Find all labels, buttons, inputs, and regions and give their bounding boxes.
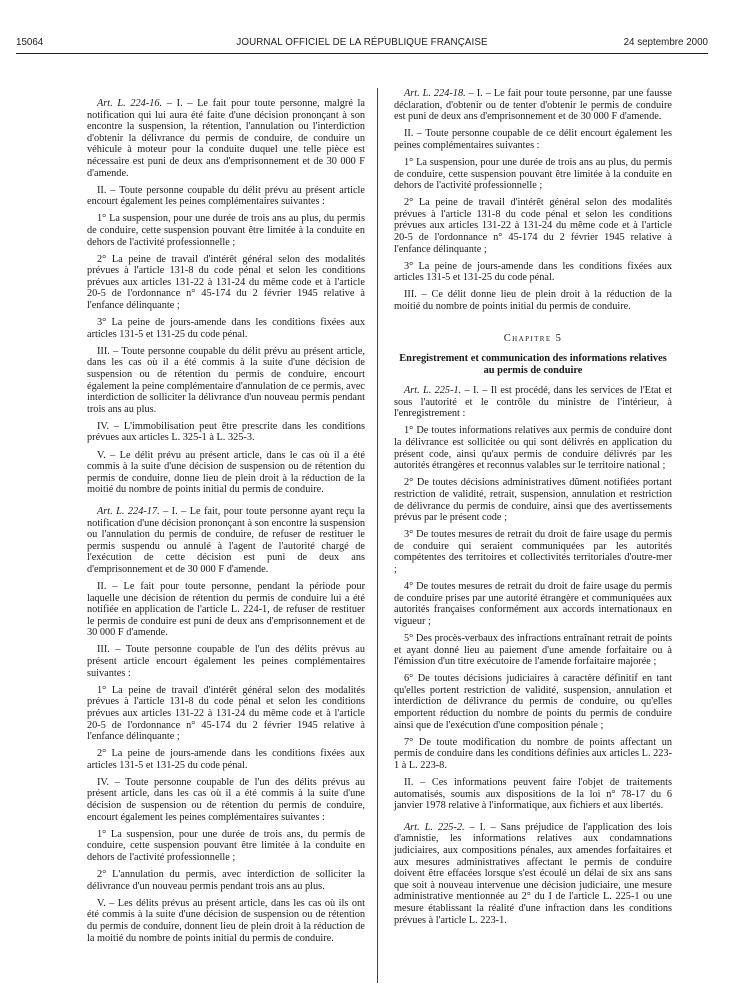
page-header (16, 37, 708, 53)
paragraph: II. – Toute personne coupable du délit prévu au présent article encourt également les peines complémentaires suivantes : (87, 184, 365, 208)
article-paragraph (87, 506, 365, 576)
paragraph: IV. – L'immobilisation peut être prescrite dans les conditions prévues aux articles L. 325-1 à L. 325-3. (87, 420, 365, 444)
paragraph: 1° La suspension, pour une durée de trois ans, du permis de conduire, cette suspension pouvant être limitée à la conduite en dehors de l'activité professionnelle ; (87, 828, 365, 863)
article-text: – I. – Le fait pour toute personne, malgré la notification qui lui aura été faite d'une décision prononçant à son encontre la suspension, la rétention, l'annulation ou l'interdiction d'obtenir la délivrance du permis de conduire, de conduire un véhicule à moteur pour la conduite duquel une telle pièce est nécessaire est puni de deux ans d'emprisonnement et de 30 000 F d'amende. (87, 98, 365, 179)
chapter-label: Chapitre 5 (503, 332, 563, 344)
paragraph: III. – Toute personne coupable de l'un des délits prévus au présent article encourt également les peines complémentaires suivantes : (87, 644, 365, 679)
paragraph: 2° L'annulation du permis, avec interdiction de solliciter la délivrance d'un nouveau permis pendant trois ans au plus. (87, 869, 365, 892)
article-paragraph (394, 88, 672, 123)
article-reference: Art. L. 224-16. (97, 98, 163, 109)
paragraph: V. – Le délit prévu au présent article, dans le cas où il a été commis à la suite d'une décision de suspension ou de rétention du permis de conduire, donne lieu de plein droit à la réduction de la moitié du nombre de points initial du permis de conduire. (87, 449, 365, 496)
paragraph: II. – Toute personne coupable de ce délit encourt également les peines complémentaires suivantes : (394, 128, 672, 151)
page-number: 15064 (16, 37, 44, 48)
paragraph: IV. – Toute personne coupable de l'un des délits prévus au présent article, dans les cas où il a été commis à la suite d'une décision de suspension ou de rétention du permis de conduire, encourt également les peines complémentaires suivantes : (87, 776, 365, 823)
paragraph: II. – Le fait pour toute personne, pendant la période pour laquelle une décision de rétention du permis de conduire lui a été notifiée en application de l'article L. 224-1, de refuser de restituer le permis de conduire est puni de deux ans d'emprisonnement et de 30 000 F d'amende. (87, 580, 365, 639)
paragraph: 5° Des procès-verbaux des infractions entraînant retrait de points et ayant donné lieu au paiement d'une amende forfaitaire ou à l'émission d'un titre exécutoire de l'amende forfaitaire majorée ; (394, 632, 672, 668)
article-paragraph (394, 385, 672, 420)
article-paragraph (87, 98, 365, 179)
paragraph: V. – Les délits prévus au présent article, dans les cas où ils ont été commis à la suite d'une décision de suspension ou de rétention du permis de conduire, donnent lieu de plein droit à la réduction de la moitié du nombre de points initial du permis de conduire. (87, 897, 365, 944)
article-reference: Art. L. 225-2. (404, 821, 465, 833)
journal-title: JOURNAL OFFICIEL DE LA RÉPUBLIQUE FRANÇAISE (236, 37, 488, 48)
article-text: – I. – Il est procédé, dans les services de l'Etat et sous l'autorité et le contrôle du ministre de l'intérieur, à l'enregistrement : (394, 385, 672, 420)
paragraph: II. – Ces informations peuvent faire l'objet de traitements automatisés, soumis aux dispositions de la loi n° 78-17 du 6 janvier 1978 relative à l'informatique, aux fichiers et aux libertés. (394, 777, 672, 812)
paragraph: III. – Ce délit donne lieu de plein droit à la réduction de la moitié du nombre de points initial du permis de conduire. (394, 289, 672, 312)
paragraph: 3° La peine de jours-amende dans les conditions fixées aux articles 131-5 et 131-25 du code pénal. (87, 317, 365, 340)
article-reference: Art. L. 224-17. (97, 505, 160, 517)
paragraph: 1° La peine de travail d'intérêt général selon des modalités prévues à l'article 131-8 du code pénal et selon les conditions prévues aux articles 131-22 à 131-24 du même code et à l'article 20-5 de l'ordonnance n° 45-174 du 2 février 1945 relative à l'enfance délinquante ; (87, 684, 365, 743)
paragraph: 2° La peine de travail d'intérêt général selon des modalités prévues à l'article 131-8 du code pénal et selon les conditions prévues aux articles 131-22 à 131-24 du même code et à l'article 20-5 de l'ordonnance n° 45-174 du 2 février 1945 relative à l'enfance délinquante ; (394, 197, 672, 255)
article-text: – I. – Sans préjudice de l'application des lois d'amnistie, les informations relatives aux condamnations judiciaires, aux compositions pénales, aux amendes forfaitaires et aux mesures administratives affectant le permis de conduire doivent être effacées lorsque s'est écoulé un délai de six ans sans que soit à nouveau intervenue une décision judiciaire, une mesure administrative mentionnée au 2° du I de l'article L. 225-1 ou une mesure établissant la réalité d'une infraction dans les conditions prévues à l'article L. 223-1. (394, 821, 672, 926)
article-reference: Art. L. 225-1. (404, 385, 462, 397)
paragraph: 2° De toutes décisions administratives dûment notifiées portant restriction de validité, retrait, suspension, annulation et restriction de délivrance du permis de conduire, ainsi que des avertissements prévus par le présent code ; (394, 477, 672, 524)
paragraph: 4° De toutes mesures de retrait du droit de faire usage du permis de conduire prises par une autorité étrangère et communiquées aux autorités françaises conformément aux accords internationaux en vigueur ; (394, 581, 672, 627)
article-paragraph (394, 822, 672, 926)
article-text: – I. – Le fait pour toute personne, par une fausse déclaration, d'obtenir ou de tenter d'obtenir le permis de conduire est puni de deux ans d'emprisonnement et de 30 000 F d'amende. (394, 88, 672, 123)
column-divider (377, 88, 378, 983)
paragraph: 3° La peine de jours-amende dans les conditions fixées aux articles 131-5 et 131-25 du code pénal. (394, 260, 672, 284)
article-reference: Art. L. 224-18. (404, 88, 466, 99)
paragraph: 1° La suspension, pour une durée de trois ans au plus, du permis de conduire, cette suspension pouvant être limitée à la conduite en dehors de l'activité professionnelle ; (394, 156, 672, 192)
publication-date: 24 septembre 2000 (623, 37, 708, 48)
paragraph: 3° De toutes mesures de retrait du droit de faire usage du permis de conduire qui seraient communiquées par les autorités compétentes des territoires et collectivités territoriales d'outre-mer ; (394, 529, 672, 575)
paragraph: 1° De toutes informations relatives aux permis de conduire dont la délivrance est sollicitée ou qui sont délivrés en application du présent code, ainsi qu'aux permis de conduire délivrés par les autorités étrangères et reconnus valables sur le territoire national ; (394, 425, 672, 472)
chapter-title: Enregistrement et communication des informations relatives au permis de conduire (399, 353, 667, 377)
right-column (394, 88, 672, 932)
paragraph: 2° La peine de travail d'intérêt général selon des modalités prévues à l'article 131-8 du code pénal et selon les conditions prévues aux articles 131-22 à 131-24 du même code et à l'article 20-5 de l'ordonnance n° 45-174 du 2 février 1945 relative à l'enfance délinquante ; (87, 253, 365, 311)
paragraph: 1° La suspension, pour une durée de trois ans au plus, du permis de conduire, cette suspension pouvant être limitée à la conduite en dehors de l'activité professionnelle ; (87, 213, 365, 248)
paragraph: 2° La peine de jours-amende dans les conditions fixées aux articles 131-5 et 131-25 du code pénal. (87, 748, 365, 771)
article-text: – I. – Le fait, pour toute personne ayant reçu la notification d'une décision prononçant à son encontre la suspension ou l'annulation du permis de conduire, de refuser de restituer le permis suspendu ou annulé à l'agent de l'autorité chargé de l'exécution de cette décision est puni de deux ans d'emprisonnement et de 30 000 F d'amende. (87, 505, 365, 575)
left-column (87, 88, 365, 950)
paragraph: 7° De toute modification du nombre de points affectant un permis de conduire dans les conditions définies aux articles L. 223-1 à L. 223-8. (394, 736, 672, 771)
header-rule (16, 53, 708, 54)
paragraph: III. – Toute personne coupable du délit prévu au présent article, dans les cas où il a été commis à la suite d'une décision de suspension ou de rétention du permis de conduire, encourt également la peine complémentaire d'annulation de ce permis, avec interdiction de solliciter la délivrance d'un nouveau permis pendant trois ans au plus. (87, 345, 365, 415)
paragraph: 6° De toutes décisions judiciaires à caractère définitif en tant qu'elles portent restriction de validité, suspension, annulation et interdiction de délivrance du permis de conduire, ou qu'elles emportent réduction du nombre de points du permis de conduire ainsi que de l'exécution d'une composition pénale ; (394, 673, 672, 731)
